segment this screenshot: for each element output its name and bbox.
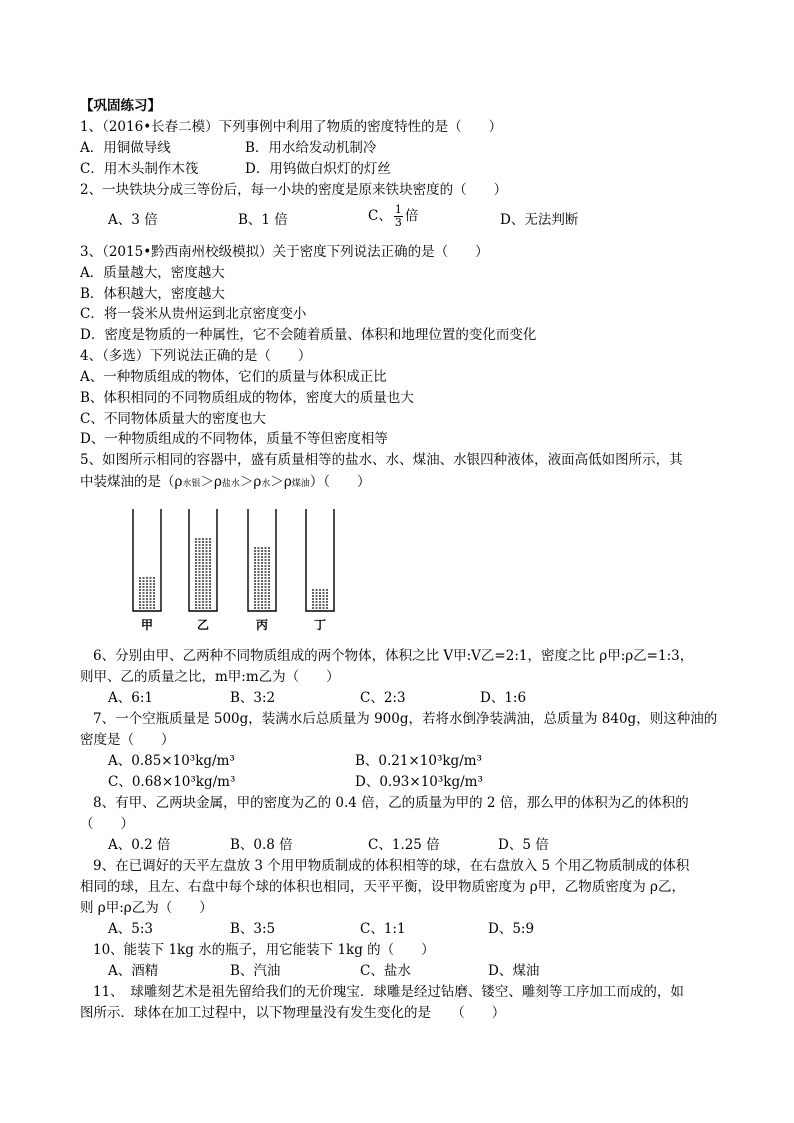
container-label: 丙 — [255, 618, 269, 632]
q6-option-c: C、2:3 — [360, 690, 406, 706]
fraction-denominator: 3 — [394, 216, 402, 229]
section-heading: 【巩固练习】 — [80, 98, 161, 114]
q3-stem: 3、（2015•黔西南州校级模拟）关于密度下列说法正确的是（ ） — [80, 244, 489, 260]
q2-option-c-suffix: 倍 — [404, 208, 419, 224]
q2-option-d: D、无法判断 — [500, 212, 579, 228]
container-label: 甲 — [140, 618, 154, 632]
q8-option-a: A、0.2 倍 — [108, 837, 171, 853]
q5-stem-line2 — [80, 473, 371, 493]
q7-option-d: D、0.93×10³kg/m³ — [355, 774, 483, 790]
q8-option-b: B、0.8 倍 — [230, 837, 293, 853]
container-label: 丁 — [313, 618, 327, 632]
container-3 — [248, 509, 276, 632]
q7-option-a: A、0.85×10³kg/m³ — [108, 753, 235, 769]
rho-sub-water: 水 — [261, 479, 271, 489]
q4-option-d: D、一种物质组成的不同物体，质量不等但密度相等 — [80, 431, 388, 447]
containers-figure — [128, 505, 338, 633]
container-label: 乙 — [196, 618, 210, 632]
gt-1: ＞ρ — [200, 474, 222, 490]
q6-stem-line1: 6、分别由甲、乙两种不同物质组成的两个物体，体积之比 V甲:V乙=2:1，密度之比 ρ甲:ρ乙=1:3， — [93, 648, 694, 664]
q9-stem-line3: 则 ρ甲:ρ乙为（ ） — [80, 900, 213, 916]
q11-stem-line2: 图所示．球体在加工过程中，以下物理量没有发生变化的是 （ ） — [80, 1005, 506, 1021]
q5-stem-start: 中装煤油的是（ρ — [80, 474, 183, 490]
fraction-numerator: 1 — [394, 203, 402, 216]
q8-option-d: D、5 倍 — [498, 837, 549, 853]
q10-option-b: B、汽油 — [230, 963, 281, 979]
q2-option-b: B、1 倍 — [238, 212, 288, 228]
q8-stem-line1: 8、有甲、乙两块金属，甲的密度为乙的 0.4 倍，乙的质量为甲的 2 倍，那么甲的体积为乙的体积的 — [93, 795, 689, 811]
containers-diagram — [128, 505, 338, 633]
rho-sub-mercury: 水银 — [182, 479, 201, 489]
q2-stem: 2、一块铁块分成三等份后，每一小块的密度是原来铁块密度的（ ） — [80, 182, 508, 198]
q6-option-a: A、6:1 — [108, 690, 153, 706]
q9-option-d: D、5:9 — [488, 921, 535, 937]
q3-option-c: C．将一袋米从贵州运到北京密度变小 — [80, 306, 307, 322]
fraction-one-third — [394, 204, 403, 229]
q4-stem: 4、（多选）下列说法正确的是（ ） — [80, 348, 312, 364]
q6-option-d: D、1:6 — [480, 690, 527, 706]
q4-option-c: C、不同物体质量大的密度也大 — [80, 411, 266, 427]
q9-stem-line2: 相同的球，且左、右盘中每个球的体积也相同，天平平衡，设甲物质密度为 ρ甲，乙物质密度为 ρ乙， — [80, 879, 685, 895]
q7-stem-line2: 密度是（ ） — [80, 732, 175, 748]
q9-option-c: C、1:1 — [360, 921, 406, 937]
q11-stem-line1: 11、 球雕刻艺术是祖先留给我们的无价瑰宝．球雕是经过钻磨、镂空、雕刻等工序加工而成的，如 — [93, 984, 684, 1000]
q5-stem-end: ）（ ） — [309, 474, 371, 490]
q1-option-b: B．用水给发动机制冷 — [245, 140, 377, 156]
gt-3: ＞ρ — [270, 474, 292, 490]
rho-sub-kerosene: 煤油 — [291, 479, 310, 489]
container-1 — [133, 509, 161, 632]
q4-option-b: B、体积相同的不同物质组成的物体，密度大的质量也大 — [80, 390, 414, 406]
container-2 — [189, 509, 217, 632]
q10-stem: 10、能装下 1kg 水的瓶子，用它能装下 1kg 的（ ） — [93, 942, 435, 958]
q3-option-a: A．质量越大，密度越大 — [80, 265, 225, 281]
q1-option-d: D．用钨做白炽灯的灯丝 — [245, 161, 391, 177]
gt-2: ＞ρ — [239, 474, 262, 490]
q7-option-b: B、0.21×10³kg/m³ — [355, 753, 482, 769]
q9-option-a: A、5:3 — [108, 921, 153, 937]
q6-option-b: B、3:2 — [230, 690, 276, 706]
q10-option-c: C、盐水 — [360, 963, 411, 979]
q2-option-c — [368, 204, 418, 229]
q7-stem-line1: 7、一个空瓶质量是 500g，装满水后总质量为 900g，若将水倒净装满油，总质量为 840g，则这种油的 — [93, 711, 718, 727]
q10-option-d: D、煤油 — [488, 963, 540, 979]
q8-option-c: C、1.25 倍 — [368, 837, 440, 853]
q8-stem-line2: （ ） — [80, 816, 134, 832]
q9-stem-line1: 9、在已调好的天平左盘放 3 个用甲物质制成的体积相等的球，在右盘放入 5 个用乙物质制成的体积 — [93, 858, 690, 874]
q1-stem: 1、（2016•长春二模）下列事例中利用了物质的密度特性的是（ ） — [80, 119, 503, 135]
rho-sub-brine: 盐水 — [221, 479, 240, 489]
q7-option-c: C、0.68×10³kg/m³ — [108, 774, 236, 790]
q10-option-a: A、酒精 — [108, 963, 159, 979]
container-4 — [306, 509, 334, 632]
q9-option-b: B、3:5 — [230, 921, 276, 937]
q3-option-d: D．密度是物质的一种属性，它不会随着质量、体积和地理位置的变化而变化 — [80, 327, 537, 343]
q2-option-a: A、3 倍 — [108, 212, 158, 228]
q1-option-c: C．用木头制作木筏 — [80, 161, 199, 177]
q5-stem-line1: 5、如图所示相同的容器中，盛有质量相等的盐水、水、煤油、水银四种液体，液面高低如图所示，其 — [80, 452, 683, 468]
q6-stem-line2: 则甲、乙的质量之比，m甲:m乙为（ ） — [80, 669, 340, 685]
q4-option-a: A、一种物质组成的物体，它们的质量与体积成正比 — [80, 369, 387, 385]
q1-option-a: A．用铜做导线 — [80, 140, 171, 156]
q2-option-c-prefix: C、 — [368, 208, 392, 224]
q3-option-b: B．体积越大，密度越大 — [80, 286, 225, 302]
